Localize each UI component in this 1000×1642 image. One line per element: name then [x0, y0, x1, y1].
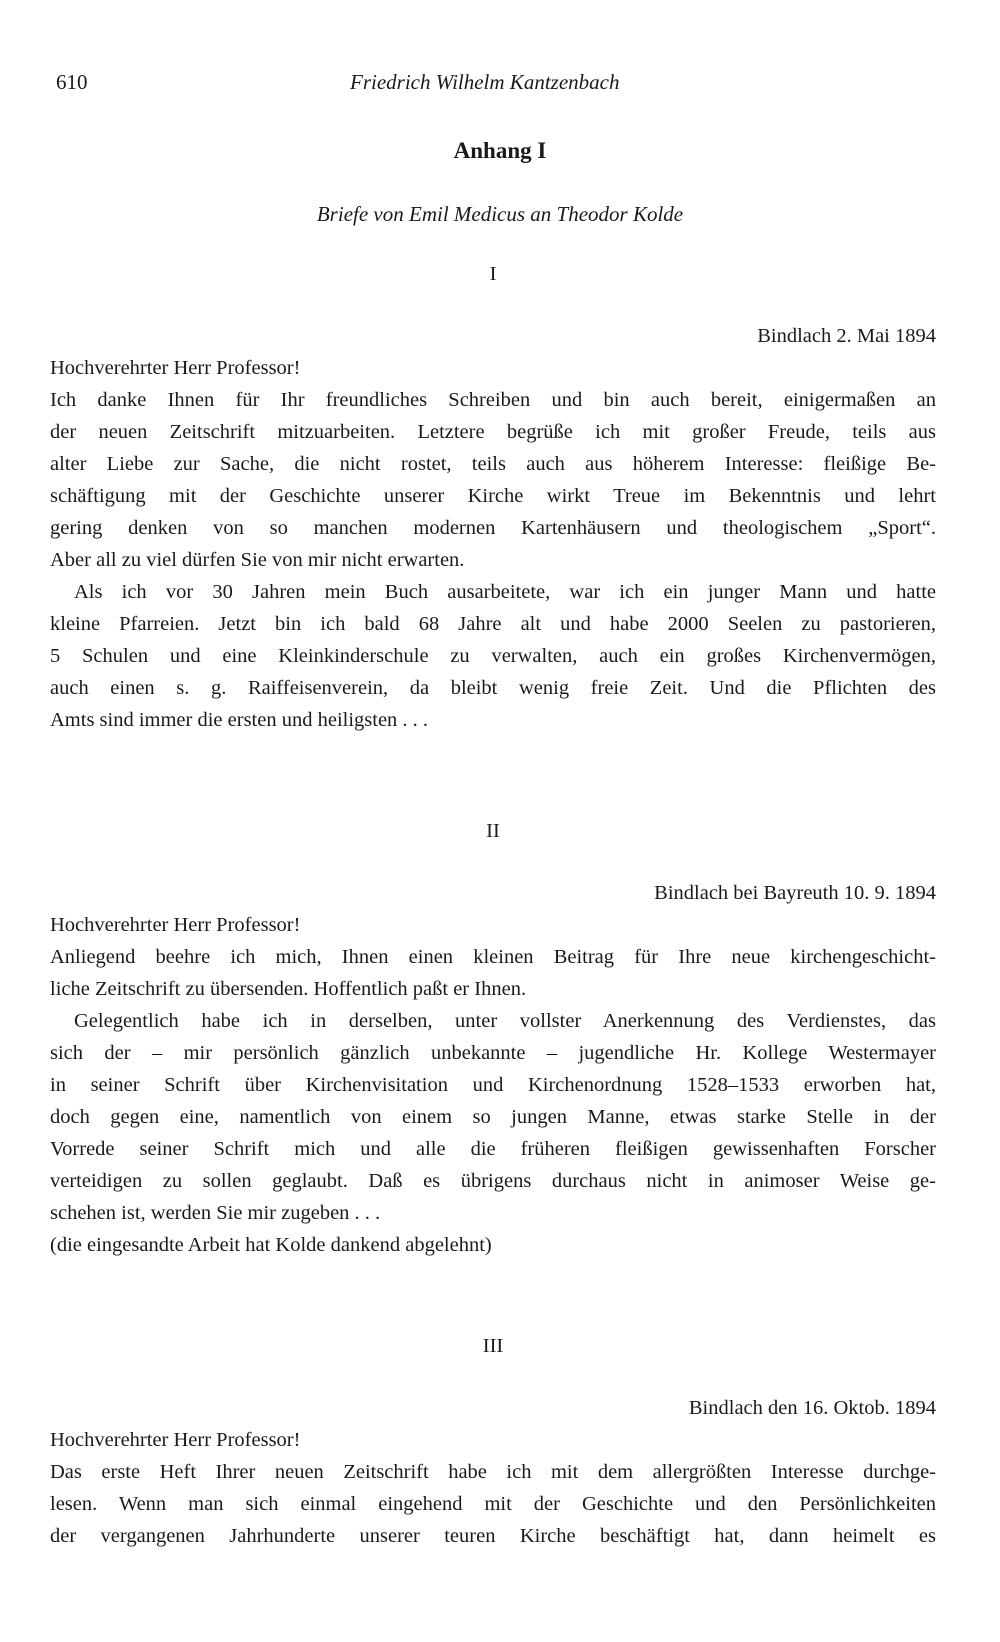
letter-number: III — [482, 1335, 504, 1357]
page-number: 610 — [56, 70, 88, 94]
text-line: schäftigung mit der Geschichte unserer Kirche wirkt Treue im Bekenntnis und lehrt — [50, 485, 936, 507]
text-line: gering denken von so manchen modernen Kartenhäusern und theologischem „Sport“. — [50, 517, 936, 539]
letter-number: I — [489, 263, 497, 285]
text-line: Aber all zu viel dürfen Sie von mir nicht erwarten. — [50, 549, 465, 571]
text-line: schehen ist, werden Sie mir zugeben . . . — [50, 1202, 381, 1224]
letter-salutation: Hochverehrter Herr Professor! — [50, 357, 301, 379]
text-line: Amts sind immer die ersten und heiligsten . . . — [50, 709, 429, 731]
text-line: lesen. Wenn man sich einmal eingehend mit der Geschichte und den Persönlichkeiten — [50, 1493, 936, 1515]
running-head — [0, 70, 1000, 110]
letter-salutation: Hochverehrter Herr Professor! — [50, 1429, 301, 1451]
text-line: Als ich vor 30 Jahren mein Buch ausarbeitete, war ich ein junger Mann und hatte — [74, 581, 936, 603]
text-line: 5 Schulen und eine Kleinkinderschule zu verwalten, auch ein großes Kirchenvermögen, — [50, 645, 936, 667]
text-line: sich der – mir persönlich gänzlich unbekannte – jugendliche Hr. Kollege Westermayer — [50, 1042, 936, 1064]
text-line: (die eingesandte Arbeit hat Kolde dankend abgelehnt) — [50, 1234, 492, 1256]
text-line: doch gegen eine, namentlich von einem so jungen Manne, etwas starke Stelle in der — [50, 1106, 936, 1128]
text-line: auch einen s. g. Raiffeisenverein, da bleibt wenig freie Zeit. Und die Pflichten des — [50, 677, 936, 699]
appendix-subtitle: Briefe von Emil Medicus an Theodor Kolde — [316, 202, 684, 226]
text-line: Anliegend beehre ich mich, Ihnen einen kleinen Beitrag für Ihre neue kirchengeschicht- — [50, 946, 936, 968]
letter-number: II — [486, 820, 500, 842]
text-line: liche Zeitschrift zu übersenden. Hoffentlich paßt er Ihnen. — [50, 978, 527, 1000]
text-line: Das erste Heft Ihrer neuen Zeitschrift habe ich mit dem allergrößten Interesse durchge- — [50, 1461, 936, 1483]
letter-dateline: Bindlach 2. Mai 1894 — [757, 325, 936, 347]
letter-2 — [50, 815, 936, 1261]
letter-dateline: Bindlach bei Bayreuth 10. 9. 1894 — [654, 882, 936, 904]
letter-3 — [50, 1330, 936, 1552]
appendix-title: Anhang I — [453, 138, 547, 163]
text-line: Ich danke Ihnen für Ihr freundliches Schreiben und bin auch bereit, einigermaßen an — [50, 389, 936, 411]
text-line: Gelegentlich habe ich in derselben, unter vollster Anerkennung des Verdienstes, das — [74, 1010, 936, 1032]
text-line: Vorrede seiner Schrift mich und alle die früheren fleißigen gewissenhaften Forscher — [50, 1138, 936, 1160]
letter-salutation: Hochverehrter Herr Professor! — [50, 914, 301, 936]
text-line: kleine Pfarreien. Jetzt bin ich bald 68 Jahre alt und habe 2000 Seelen zu pastorieren, — [50, 613, 936, 635]
text-line: alter Liebe zur Sache, die nicht rostet, teils auch aus höherem Interesse: fleißige Be- — [50, 453, 936, 475]
text-line: der vergangenen Jahrhunderte unserer teuren Kirche beschäftigt hat, dann heimelt es — [50, 1525, 936, 1547]
text-line: verteidigen zu sollen geglaubt. Daß es übrigens durchaus nicht in animoser Weise ge- — [50, 1170, 936, 1192]
text-line: in seiner Schrift über Kirchenvisitation und Kirchenordnung 1528–1533 erworben hat, — [50, 1074, 936, 1096]
text-line: der neuen Zeitschrift mitzuarbeiten. Letztere begrüße ich mit großer Freude, teils aus — [50, 421, 936, 443]
letter-dateline: Bindlach den 16. Oktob. 1894 — [688, 1397, 936, 1419]
running-title: Friedrich Wilhelm Kantzenbach — [350, 70, 620, 94]
letter-1 — [50, 258, 936, 736]
